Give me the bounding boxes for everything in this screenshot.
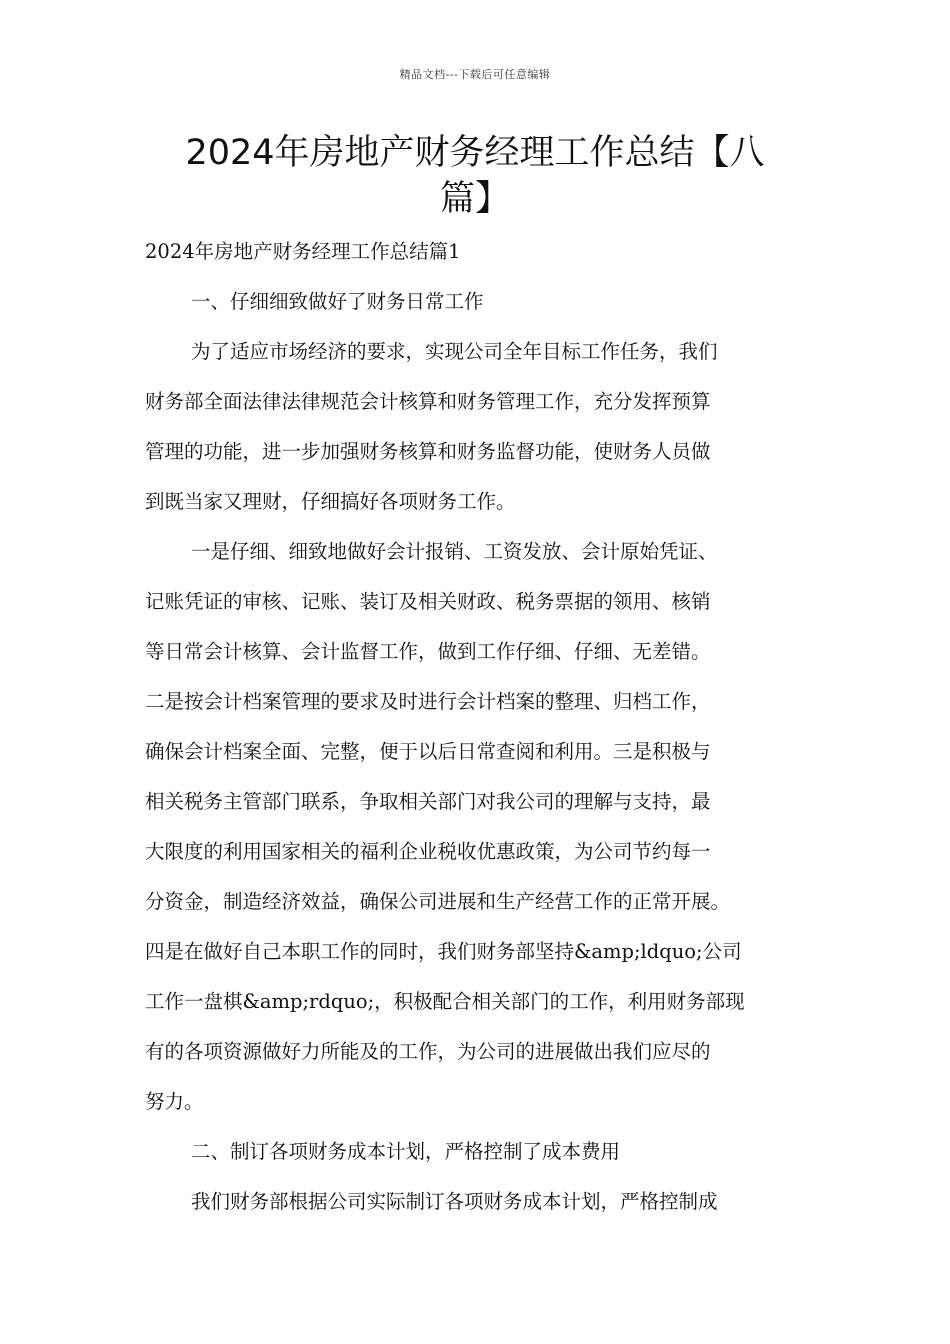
paragraph-line: 到既当家又理财，仔细搞好各项财务工作。 <box>145 490 516 513</box>
paragraph-line: 为了适应市场经济的要求，实现公司全年目标工作任务，我们 <box>191 340 718 363</box>
paragraph-line: 分资金，制造经济效益，确保公司进展和生产经营工作的正常开展。 <box>145 890 731 913</box>
title-line-1: 2024年房地产财务经理工作总结【八 <box>185 133 765 173</box>
heading-2: 二、制订各项财务成本计划，严格控制了成本费用 <box>191 1140 621 1163</box>
paragraph-line: 二是按会计档案管理的要求及时进行会计档案的整理、归档工作， <box>145 690 711 713</box>
document-title <box>130 130 820 222</box>
page-header: 精品文档---下载后可任意编辑 <box>399 68 551 81</box>
paragraph-line: 财务部全面法律法律规范会计核算和财务管理工作，充分发挥预算 <box>145 390 711 413</box>
paragraph-line: 相关税务主管部门联系，争取相关部门对我公司的理解与支持，最 <box>145 790 711 813</box>
paragraph-line: 有的各项资源做好力所能及的工作，为公司的进展做出我们应尽的 <box>145 1040 711 1063</box>
paragraph-line: 工作一盘棋&amp;rdquo;，积极配合相关部门的工作，利用财务部现 <box>145 990 745 1013</box>
paragraph-line: 四是在做好自己本职工作的同时，我们财务部坚持&amp;ldquo;公司 <box>145 940 742 963</box>
paragraph-line: 记账凭证的审核、记账、装订及相关财政、税务票据的领用、核销 <box>145 590 711 613</box>
heading-1: 一、仔细细致做好了财务日常工作 <box>191 290 484 313</box>
document-body <box>145 288 825 1238</box>
section-subtitle: 2024年房地产财务经理工作总结篇1 <box>145 240 461 263</box>
paragraph-line: 管理的功能，进一步加强财务核算和财务监督功能，使财务人员做 <box>145 440 711 463</box>
paragraph-line: 一是仔细、细致地做好会计报销、工资发放、会计原始凭证、 <box>191 540 718 563</box>
title-line-2: 篇】 <box>439 179 510 219</box>
paragraph-line: 努力。 <box>145 1090 204 1113</box>
paragraph-line: 大限度的利用国家相关的福利企业税收优惠政策，为公司节约每一 <box>145 840 711 863</box>
paragraph-line: 我们财务部根据公司实际制订各项财务成本计划，严格控制成 <box>191 1190 718 1213</box>
paragraph-line: 等日常会计核算、会计监督工作，做到工作仔细、仔细、无差错。 <box>145 640 711 663</box>
paragraph-line: 确保会计档案全面、完整，便于以后日常查阅和利用。三是积极与 <box>145 740 711 763</box>
